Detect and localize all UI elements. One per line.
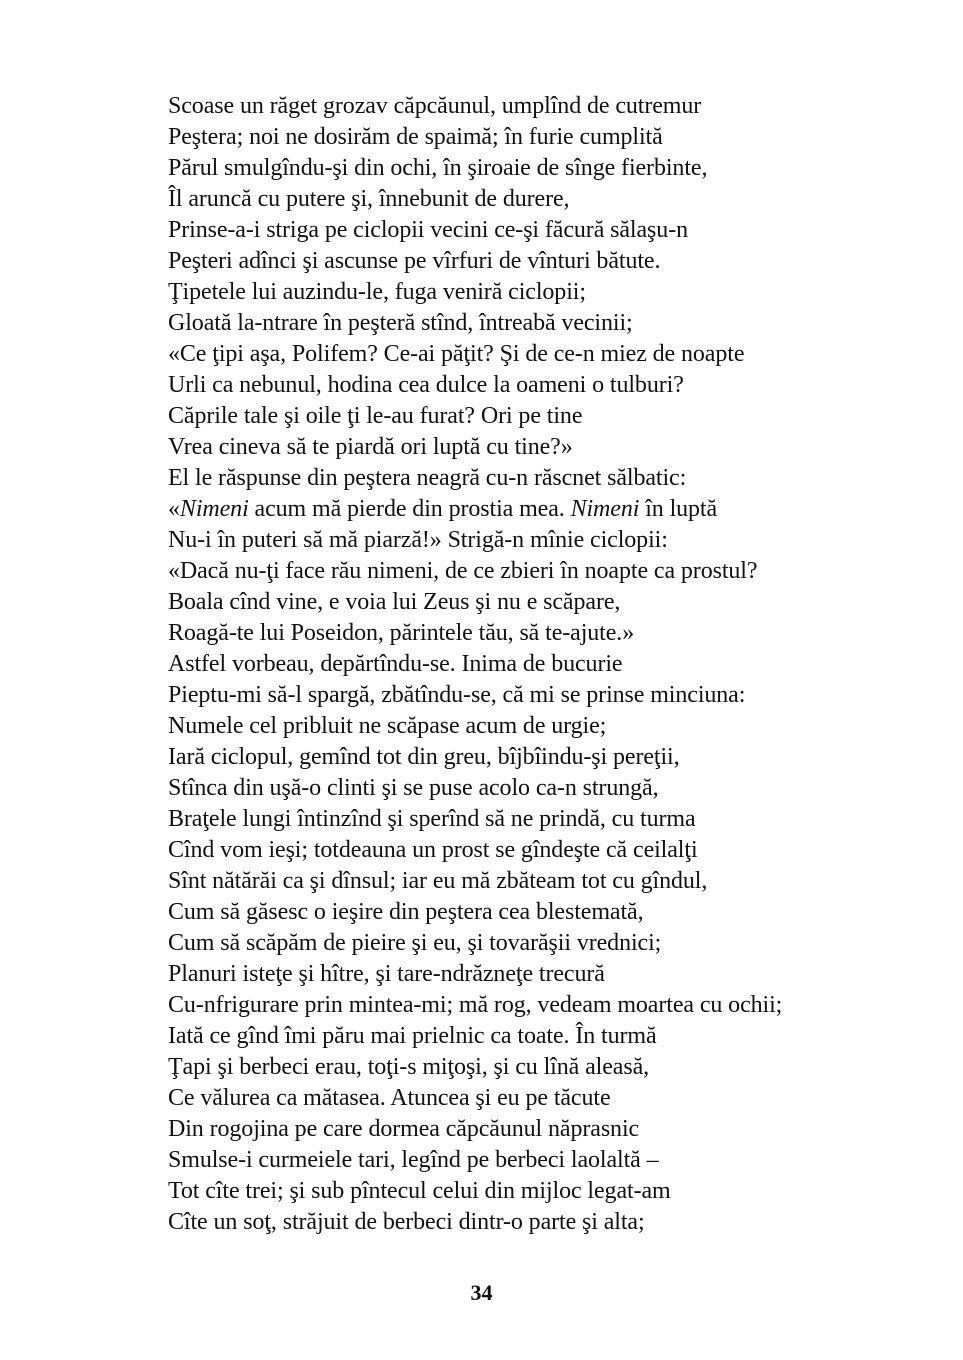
verse-line: Ţapi şi berbeci erau, toţi-s miţoşi, şi cu lînă aleasă, — [168, 1054, 650, 1080]
verse-line: Peşteri adînci şi ascunse pe vîrfuri de vînturi bătute. — [168, 248, 661, 274]
verse-line: Urli ca nebunul, hodina cea dulce la oameni o tulburi? — [168, 372, 684, 398]
verse-segment: « — [168, 496, 180, 522]
verse-line: Din rogojina pe care dormea căpcăunul năprasnic — [168, 1116, 640, 1142]
verse-line: Roagă-te lui Poseidon, părintele tău, să te-ajute.» — [168, 620, 635, 646]
verse-line: Ţipetele lui auzindu-le, fuga veniră ciclopii; — [168, 279, 586, 305]
verse-line: Boala cînd vine, e voia lui Zeus şi nu e scăpare, — [168, 589, 621, 615]
verse-line: Numele cel pribluit ne scăpase acum de urgie; — [168, 713, 607, 739]
verse-line: Prinse-a-i striga pe ciclopii vecini ce-şi făcură sălaşu-n — [168, 217, 688, 243]
verse-line: Ce vălurea ca mătasea. Atuncea şi eu pe tăcute — [168, 1085, 611, 1111]
verse-line: Scoase un răget grozav căpcăunul, umplînd de cutremur — [168, 93, 702, 119]
verse-line: Peştera; noi ne dosirăm de spaimă; în furie cumplită — [168, 124, 663, 150]
verse-line: Iară ciclopul, gemînd tot din greu, bîjbîindu-şi pereţii, — [168, 744, 680, 770]
verse-line: Nu-i în puteri să mă piarză!» Strigă-n mînie ciclopii: — [168, 527, 668, 553]
verse-line: Îl aruncă cu putere şi, înnebunit de durere, — [168, 186, 570, 212]
verse-line: Pieptu-mi să-l spargă, zbătîndu-se, că mi se prinse minciuna: — [168, 682, 746, 708]
verse-line: Astfel vorbeau, depărtîndu-se. Inima de bucurie — [168, 651, 623, 677]
verse-line: Cu-nfrigurare prin mintea-mi; mă rog, vedeam moartea cu ochii; — [168, 992, 783, 1018]
verse-line: Căprile tale şi oile ţi le-au furat? Ori pe tine — [168, 403, 583, 429]
page-number: 34 — [470, 1280, 493, 1305]
italic-name: Nimeni — [179, 496, 249, 522]
verse-line: Părul smulgîndu-şi din ochi, în şiroaie de sînge fierbinte, — [168, 155, 708, 181]
verse-line: «Ce ţipi aşa, Polifem? Ce-ai păţit? Şi de ce-n miez de noapte — [168, 341, 745, 367]
verse-line: Tot cîte trei; şi sub pîntecul celui din mijloc legat-am — [168, 1178, 671, 1204]
italic-name: Nimeni — [570, 496, 640, 522]
verse-line: Iată ce gînd îmi păru mai prielnic ca toate. În turmă — [168, 1023, 657, 1049]
verse-line — [168, 494, 938, 525]
verse-line: Cum să scăpăm de pieire şi eu, şi tovarăşii vrednici; — [168, 930, 662, 956]
poem-text-block — [168, 91, 938, 1238]
verse-line: Smulse-i curmeiele tari, legînd pe berbeci laolaltă – — [168, 1147, 659, 1173]
verse-line: Cînd vom ieşi; totdeauna un prost se gîndeşte că ceilalţi — [168, 837, 698, 863]
verse-line: Cîte un soţ, străjuit de berbeci dintr-o parte şi alta; — [168, 1209, 645, 1235]
verse-line: Braţele lungi întinzînd şi sperînd să ne prindă, cu turma — [168, 806, 696, 832]
verse-segment: în luptă — [639, 496, 718, 522]
verse-line: Cum să găsesc o ieşire din peştera cea blestemată, — [168, 899, 644, 925]
verse-line: Stînca din uşă-o clinti şi se puse acolo ca-n strungă, — [168, 775, 659, 801]
verse-line: Vrea cineva să te piardă ori luptă cu tine?» — [168, 434, 573, 460]
verse-line: «Dacă nu-ţi face rău nimeni, de ce zbieri în noapte ca prostul? — [168, 558, 758, 584]
verse-line: Planuri isteţe şi hître, şi tare-ndrăzneţe trecură — [168, 961, 605, 987]
verse-segment: acum mă pierde din prostia mea. — [248, 496, 571, 522]
verse-line: Gloată la-ntrare în peşteră stînd, întreabă vecinii; — [168, 310, 633, 336]
verse-line: Sînt nătărăi ca şi dînsul; iar eu mă zbăteam tot cu gîndul, — [168, 868, 708, 894]
verse-line: El le răspunse din peştera neagră cu-n răscnet sălbatic: — [168, 465, 687, 491]
